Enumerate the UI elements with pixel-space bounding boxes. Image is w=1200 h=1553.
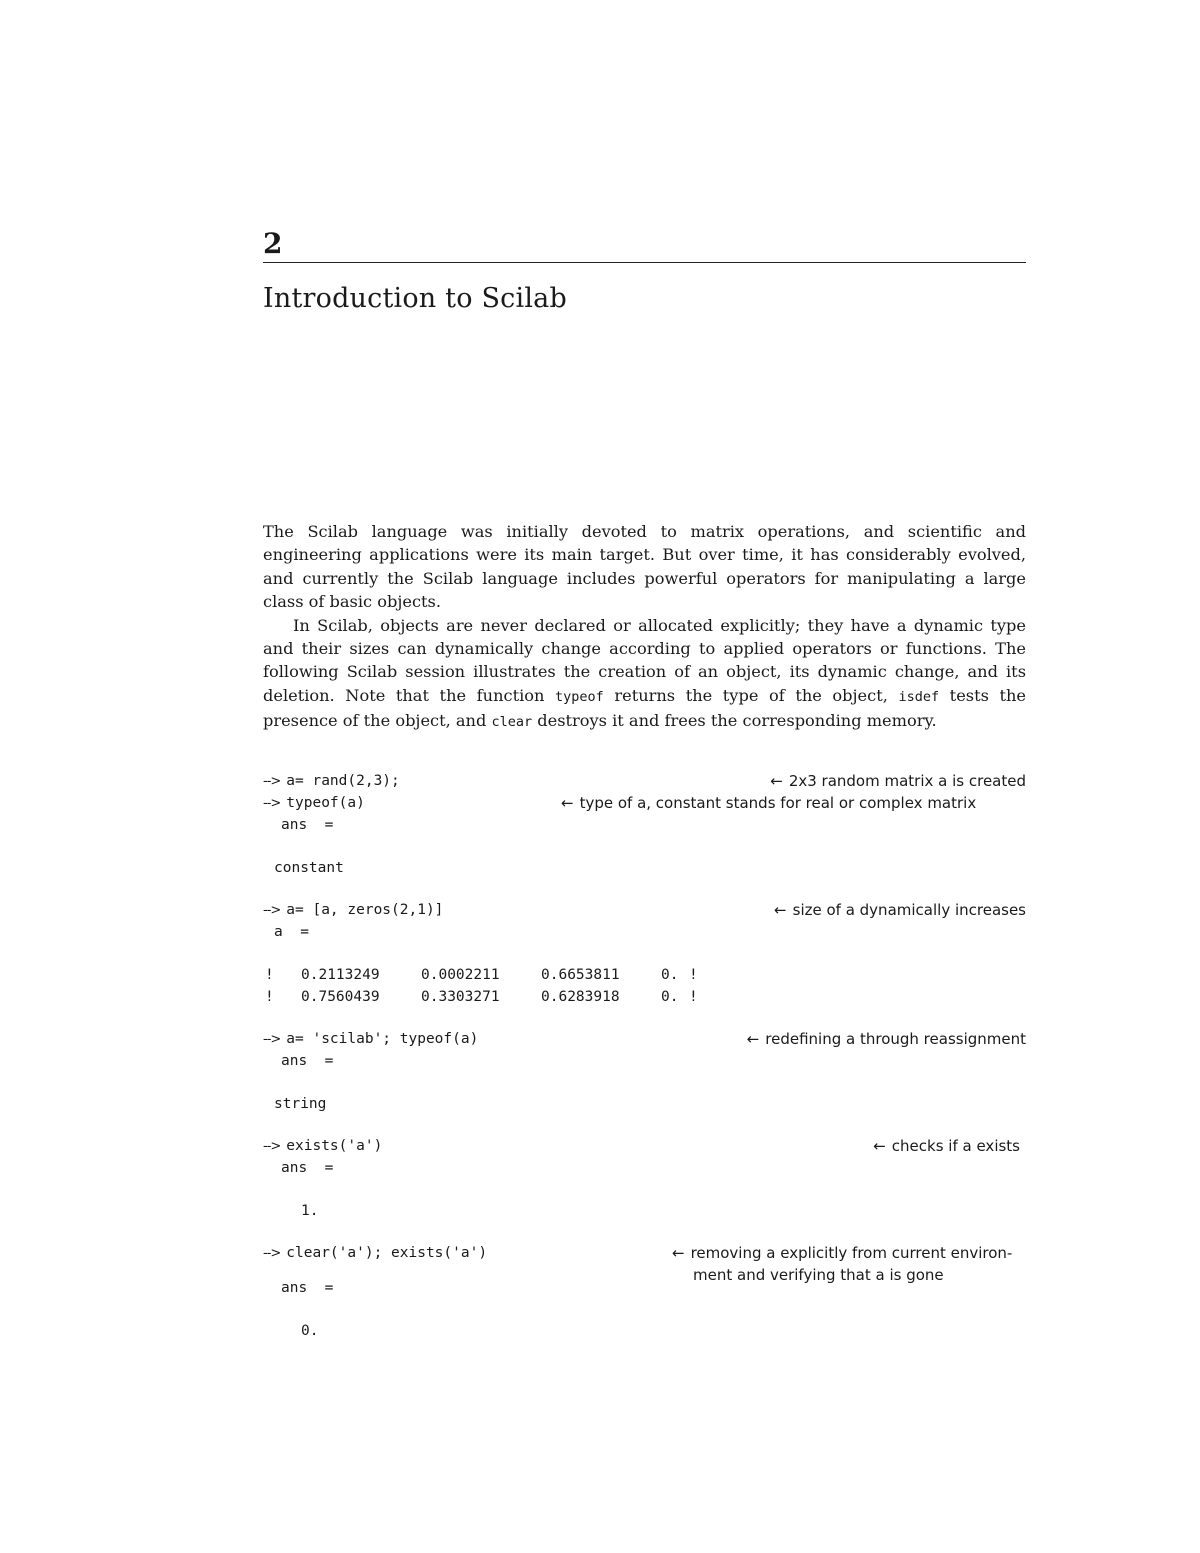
annotation-note: [672, 1242, 1012, 1264]
body-text: [263, 520, 1026, 735]
command-text: a= 'scilab'; typeof(a): [286, 1031, 479, 1047]
matrix-cell: 0.6653811: [541, 967, 620, 983]
paragraph-2-text: In Scilab, objects are never declared or allocated explicitly; they have a dynamic type and their sizes can dynamically change according to applied operators or functions. The following Scilab session illustrates the creation of an object, its dynamic change, and its deletion. Note that the function: [263, 615, 1026, 705]
paragraph-1: The Scilab language was initially devoted to matrix operations, and scientific and engineering applications were its main target. But over time, it has considerably evolved, and currently the Scilab language includes powerful operators for manipulating a large class of basic objects.: [263, 522, 1026, 612]
output-value: string: [274, 1096, 327, 1112]
left-arrow-icon: ←: [774, 901, 787, 919]
ans-label: ans =: [281, 1160, 334, 1176]
left-arrow-icon: ←: [746, 1030, 760, 1048]
matrix-cell: 0.3303271: [421, 989, 500, 1005]
note-text: checks if a exists: [891, 1137, 1020, 1155]
matrix-cell: 0.0002211: [421, 967, 500, 983]
matrix-row: [263, 986, 763, 1008]
matrix-cell: !: [265, 989, 274, 1005]
note-text: size of a dynamically increases: [792, 901, 1026, 919]
variable-label: a =: [274, 924, 309, 940]
note-text: removing a explicitly from current environ-: [690, 1244, 1013, 1262]
annotation-note: [561, 792, 976, 814]
ans-label: ans =: [281, 1053, 334, 1069]
prompt-icon: -->: [263, 1032, 281, 1047]
paragraph-2-text: destroys it and frees the corresponding memory.: [532, 711, 937, 731]
prompt-icon: -->: [263, 903, 281, 918]
output-value: 0.: [301, 1323, 319, 1339]
matrix-row: [263, 964, 763, 986]
prompt-icon: -->: [263, 1139, 281, 1154]
matrix-cell: 0.6283918: [541, 989, 620, 1005]
annotation-note-continued: ment and verifying that a is gone: [693, 1266, 944, 1284]
chapter-number: 2: [263, 227, 283, 260]
matrix-cell: !: [265, 967, 274, 983]
paragraph-2: [263, 614, 1026, 735]
annotation-note: [770, 770, 1026, 792]
ans-label: ans =: [281, 1280, 334, 1296]
annotation-note: [747, 1028, 1026, 1050]
note-text: type of a, constant stands for real or complex matrix: [579, 794, 977, 812]
paragraph-2-text: returns the type of the object,: [603, 685, 899, 705]
left-arrow-icon: ←: [672, 1244, 685, 1262]
paragraph-2-text: tests the presence of the object, and: [263, 685, 1026, 731]
command-text: exists('a'): [286, 1138, 383, 1154]
code-clear: clear: [491, 714, 533, 731]
matrix-cell: 0.7560439: [301, 989, 380, 1005]
code-typeof: typeof: [555, 688, 604, 705]
left-arrow-icon: ←: [561, 794, 574, 812]
matrix-cell: !: [689, 989, 698, 1005]
code-isdef: isdef: [898, 688, 940, 705]
matrix-cell: !: [689, 967, 698, 983]
chapter-title: Introduction to Scilab: [263, 283, 567, 314]
chapter-rule: [263, 262, 1026, 263]
command-text: a= rand(2,3);: [286, 773, 400, 789]
annotation-note: [774, 899, 1026, 921]
matrix-cell: 0.: [661, 989, 679, 1005]
prompt-icon: -->: [263, 796, 281, 811]
note-text: redefining a through reassignment: [765, 1030, 1026, 1048]
prompt-icon: -->: [263, 774, 281, 789]
left-arrow-icon: ←: [770, 772, 783, 790]
annotation-note: [873, 1135, 1020, 1157]
matrix-cell: 0.: [661, 967, 679, 983]
output-value: 1.: [301, 1203, 319, 1219]
command-text: a= [a, zeros(2,1)]: [286, 902, 444, 918]
prompt-icon: -->: [263, 1246, 281, 1261]
left-arrow-icon: ←: [873, 1137, 886, 1155]
ans-label: ans =: [281, 817, 334, 833]
command-text: typeof(a): [286, 795, 365, 811]
matrix-cell: 0.2113249: [301, 967, 380, 983]
output-value: constant: [274, 860, 344, 876]
command-text: clear('a'); exists('a'): [286, 1245, 488, 1261]
note-text: 2x3 random matrix a is created: [788, 772, 1026, 790]
